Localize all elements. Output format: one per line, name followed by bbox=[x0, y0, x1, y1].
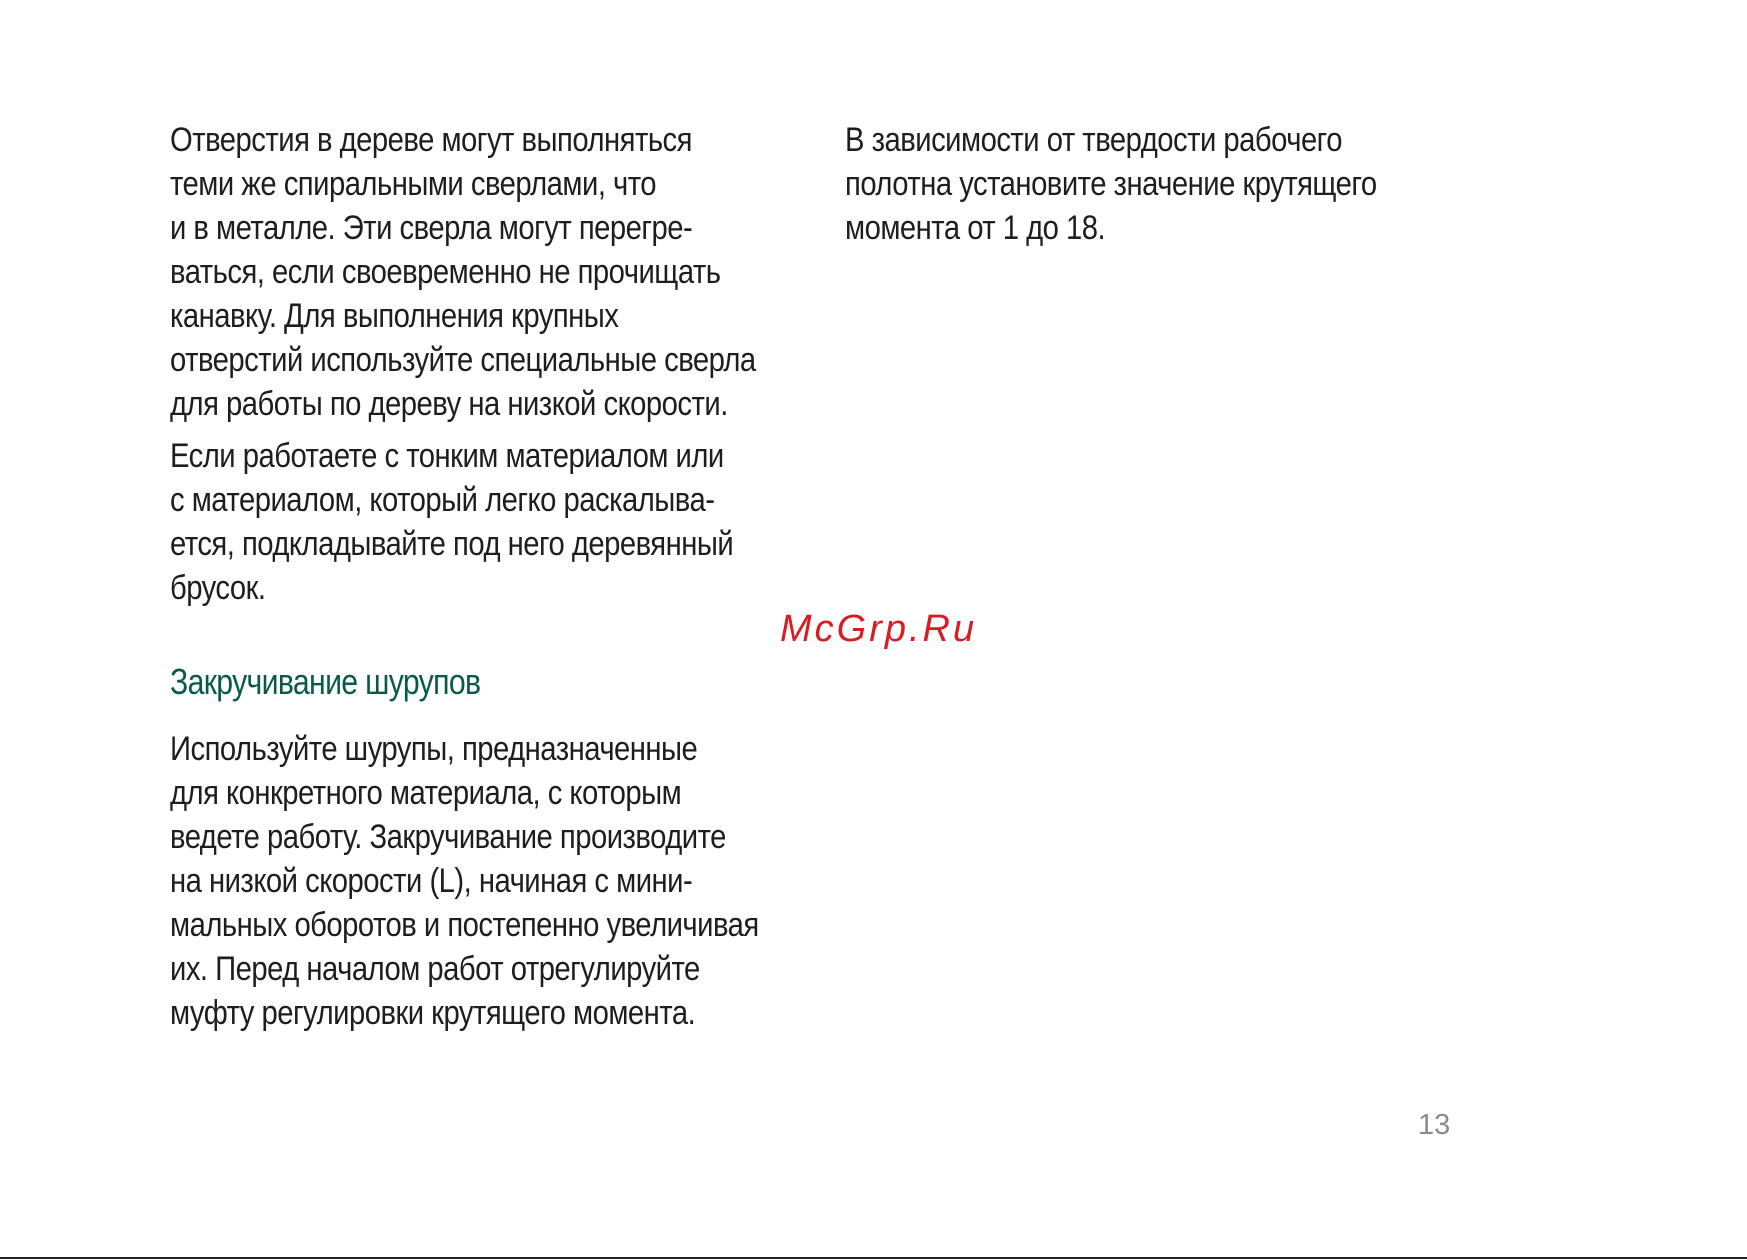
text-line: момента от 1 до 18. bbox=[845, 209, 1106, 247]
text-line: канавку. Для выполнения крупных bbox=[170, 297, 619, 335]
bottom-divider bbox=[0, 1257, 1747, 1259]
text-line: полотна установите значение крутящего bbox=[845, 165, 1377, 203]
text-line: ется, подкладывайте под него деревянный bbox=[170, 525, 734, 563]
text-line: теми же спиральными сверлами, что bbox=[170, 165, 657, 203]
text-line: ведете работу. Закручивание производите bbox=[170, 818, 726, 856]
text-line: отверстий используйте специальные сверла bbox=[170, 341, 756, 379]
text-line: для конкретного материала, с которым bbox=[170, 774, 682, 812]
text-line: на низкой скорости (L), начиная с мини- bbox=[170, 862, 693, 900]
section-heading-screwdriving: Закручивание шурупов bbox=[170, 661, 481, 702]
paragraph-wood-drilling bbox=[170, 118, 810, 426]
left-column bbox=[170, 118, 810, 610]
right-column bbox=[845, 118, 1485, 250]
text-line: и в металле. Эти сверла могут перегре- bbox=[170, 209, 693, 247]
paragraph-torque-setting bbox=[845, 118, 1485, 250]
page-number: 13 bbox=[1418, 1109, 1451, 1141]
text-line: В зависимости от твердости рабочего bbox=[845, 121, 1342, 159]
left-column-lower bbox=[170, 727, 914, 1035]
text-line: с материалом, который легко раскалыва- bbox=[170, 481, 715, 519]
text-line: Если работаете с тонким материалом или bbox=[170, 437, 724, 475]
watermark-text: McGrp.Ru bbox=[780, 608, 978, 650]
text-line: Отверстия в дереве могут выполняться bbox=[170, 121, 692, 159]
text-line: Используйте шурупы, предназначенные bbox=[170, 730, 698, 768]
text-line: ваться, если своевременно не прочищать bbox=[170, 253, 721, 291]
text-line: брусок. bbox=[170, 569, 266, 607]
text-line: для работы по дереву на низкой скорости. bbox=[170, 385, 728, 423]
text-line: муфту регулировки крутящего момента. bbox=[170, 994, 696, 1032]
paragraph-screwdriving bbox=[170, 727, 810, 1035]
text-line: мальных оборотов и постепенно увеличивая bbox=[170, 906, 759, 944]
paragraph-thin-material bbox=[170, 434, 810, 610]
text-line: их. Перед началом работ отрегулируйте bbox=[170, 950, 700, 988]
